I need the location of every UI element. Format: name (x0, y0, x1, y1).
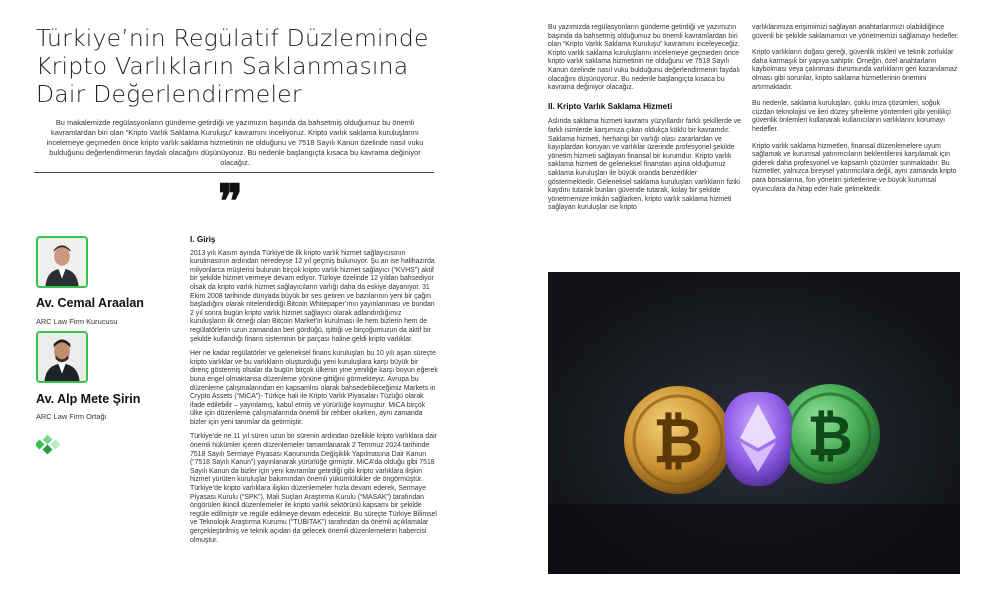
paragraph: Türkiye’de ne 11 yıl süren uzun bir sürenin ardından özellikle kripto varlıklara dair önemli hükümler içeren düzenlemeler tamamlanarak 2 Temmuz 2024 tarihinde 7518 Sayılı Sermaye Piyasası Kanununda Değişiklik Yapılmasına Dair Kanun (“7518 Sayılı Kanun”) yayınlanarak yürürlüğe girmiştir. MiCA’da olduğu gibi 7518 Sayılı Kanun da bizler için yeni kavramlar getirdiği gibi kripto varlıklara ilişkin hizmet yürüten kuruluşlar bakımından önemli yükümlülükler de öngörmüştür. Türkiye’de kripto varlıklara ilişkin düzenlemeler hızla devam ederek, Sermaye Piyasası Kurulu (“SPK”), Mali Suçları Araştırma Kurulu (“MASAK”) tarafından öngörülen ikincil düzenlemeler ile kripto varlık sektörünü kapsamı bir şekilde regüle edilmiştir ve regüle edilmeye devam edecektir. Bu süreçte Türkiye Bilimsel ve Teknolojik Araştırma Kurumu (“TÜBİTAK”) tarafından da önemli açıklamalar gerçekleştirilmiş ve teknik açıdan da gelecek önemli düzenlemelerin habercisi olmuştur. (190, 433, 437, 544)
svg-text:₿: ₿ (652, 404, 704, 477)
article-abstract: Bu makalemizde regülasyonların gündeme getirdiği ve yazımızın başında da bahsetmiş olduğumuz bu önemli kavramlardan biri olan “Kripto Varlık Saklama Kuruluşu” kavramını inceliyoruz. Kripto varlık saklama kuruluşlarını incelemeye geçmeden önce kripto varlık saklama hizmetinin ne olduğunu ve 7518 Sayılı Kanun özelinde nasıl vuku bulduğunu değerlendirmenin faydalı olacağını düşünüyoruz. Bu nedenle başlangıçta kısaca bu kavrama değiniyor olacağız. (46, 118, 424, 167)
divider (34, 172, 434, 173)
author-name: Av. Cemal Araalan (36, 296, 144, 310)
paragraph: Aslında saklama hizmeti kavramı yüzyıllardır farklı şekillerde ve farklı isimlerde karşımıza çıkan oldukça köklü bir kavramdır. Saklama hizmeti, herhangi bir varlığı olası zararlardan ve kayıplardan koruyan ve varlıklar üzerinde profesyonel şekilde yönetim hizmeti sağlayan finansal bir kurumdur. Kripto varlık saklama hizmeti de geleneksel finanstan aşina olduğumuz saklama kuruluşları ile büyük oranda benzerlikler göstermektedir. Geleneksel saklama kuruluşları varlıkların fiziki kaydını tutarak bunları güvende tutarak, kolay bir şekilde yönetmemize imkân sağlarken, kripto varlık saklama hizmeti sağlayan kuruluşlar ise kripto (548, 118, 742, 212)
ethereum-icon (724, 392, 792, 486)
quote-icon: ❞ (218, 174, 243, 228)
author-name: Av. Alp Mete Şirin (36, 392, 141, 406)
intro-column (190, 236, 438, 551)
paragraph: 2013 yılı Kasım ayında Türkiye’de ilk kripto varlık hizmet sağlayıcısının kurulmasının ardından neredeyse 12 yıl geçmiş bulunuyor. Şu an ise halihazırda milyonlarca müşterisi bulunan birçok kripto varlık hizmet sağlayıcı (“KVHS”) aktif bir şekilde hizmet vermeye devam ediyor. Türkiye özelinde 12 yıldan bahsediyor olsak da kripto varlık hizmet sağlayıcıların varlığı daha da eskiye dayanıyor. 31 Ekim 2008 tarihinde dünyada büyük bir ses getiren ve bazılarının yeni bir çağın başladığını olarak nitelendirdiği Bitcoin Whitepaper’ının yayınlanması ve bundan 2 yıl sonra bugün kripto varlık hizmet sağlayıcı olarak adlandırdığımız kuruluşların ilk örneği olan Bitcoin Market’in kurulması ile hem bizlerin hem de regülatörlerin uzun zamandan beri gördüğü, işittiği ve birçoğumuzun da aktif bir şekilde kullandığı finans sisteminin bir parçası haline geldi kripto varlıklar. (190, 249, 435, 343)
paragraph: Bu yazımızda regülasyonların gündeme getirdiği ve yazımızın başında da bahsetmiş olduğumuz bu önemli kavramlardan biri olan “Kripto Varlık Saklama Kuruluşu” kavramını inceleyeceğiz. Kripto varlık saklama kuruluşlarını incelemeye geçmeden önce kripto varlık saklama hizmetinin ne olduğunu ve 7518 Sayılı Kanun özelinde nasıl vuku bulduğunu değerlendirmenin faydalı olacağını düşünüyoruz. Bu nedenle başlangıçta kısaca bu kavrama değiniyor olacağız. (548, 24, 740, 92)
paragraph: Bu nedenle, saklama kuruluşları, çoklu imza çözümleri, soğuk cüzdan teknolojisi ve ileri düzey şifreleme yöntemleri gibi yenilikçi güvenlik önlemleri kullanarak kullanıcıların varlıklarını korumayı hedefler. (752, 100, 951, 133)
author-role: ARC Law Firm Kurucusu (36, 317, 118, 326)
paragraph: varlıklarımıza erişimimizi sağlayan anahtarlarımızı olabildiğince güvenli bir şekilde saklamamızı ve yönetmemizi sağlamayı hedefler. (752, 24, 959, 40)
right-column-1 (548, 24, 744, 219)
paragraph: Kripto varlıkların doğası gereği, güvenlik riskleri ve teknik zorluklar daha karmaşık bir yapıya sahiptir. Örneğin, özel anahtarların kaybolması veya çalınması durumunda varlıkların geri kazanılamaz olması gibi sorunlar, kripto saklama hizmetlerinin önemini artırmaktadır. (752, 49, 958, 91)
firm-logo-icon (36, 435, 62, 455)
bitcoin-green-icon (780, 384, 880, 484)
article-title: Türkiye’nin Regülatif Düzleminde Kripto Varlıkların Saklanmasına Dair Değerlendirmeler (36, 24, 429, 108)
right-page (500, 0, 1000, 600)
crypto-coins-image (548, 272, 960, 574)
bitcoin-gold-icon (624, 386, 732, 494)
section-heading: II. Kripto Varlık Saklama Hizmeti (548, 101, 673, 111)
paragraph: Her ne kadar regülatörler ve geleneksel finans kuruluşları bu 10 yılı aşan süreçte kripto varlıklar ve bu varlıkların oluşturduğu yeni kuruluşlara karşı büyük bir direnç göstermiş olsalar da bugün birçok ülkenin yine yeniliğe karşı boyun eğerek buna engel olmaktansa düzenleme yönüne gittiğini görmekteyiz. Avrupa bu düzenleme çalışmalarından en kapsamlısı olarak bahsedebileceğimiz Markets in Crypto Assets (“MiCA”)- Türkçe hali ile Kripto Varlık Piyasaları Tüzüğü olarak ifade edilebilir – yayınlamış, kabul etmiş ve yürürlüğe koymuştur. MiCA birçok ülke için düzenleme çalışmalarında önemli bir rehber olurken, aynı zamanda bizler için yeni tanımlar da getirmiştir. (190, 350, 438, 426)
author-photo (36, 236, 88, 288)
section-heading: I. Giriş (190, 235, 216, 244)
author-photo (36, 331, 88, 383)
paragraph: Kripto varlık saklama hizmetleri, finansal düzenlemelere uyum sağlamak ve kurumsal yatırımcıların beklentilerini karşılamak için giderek daha profesyonel ve kapsamlı çözümler sunmaktadır. Bu hizmetler, yalnızca bireysel yatırımcılara değil, aynı zamanda kripto para borsalarına, fon yönetim şirketlerine ve büyük kurumsal oyunculara da hitap eder hale gelmektedir. (752, 142, 957, 193)
person-icon (38, 333, 86, 381)
right-column-2 (752, 24, 960, 202)
person-icon (38, 238, 86, 286)
author-role: ARC Law Firm Ortağı (36, 412, 107, 421)
svg-text:₿: ₿ (807, 404, 853, 469)
